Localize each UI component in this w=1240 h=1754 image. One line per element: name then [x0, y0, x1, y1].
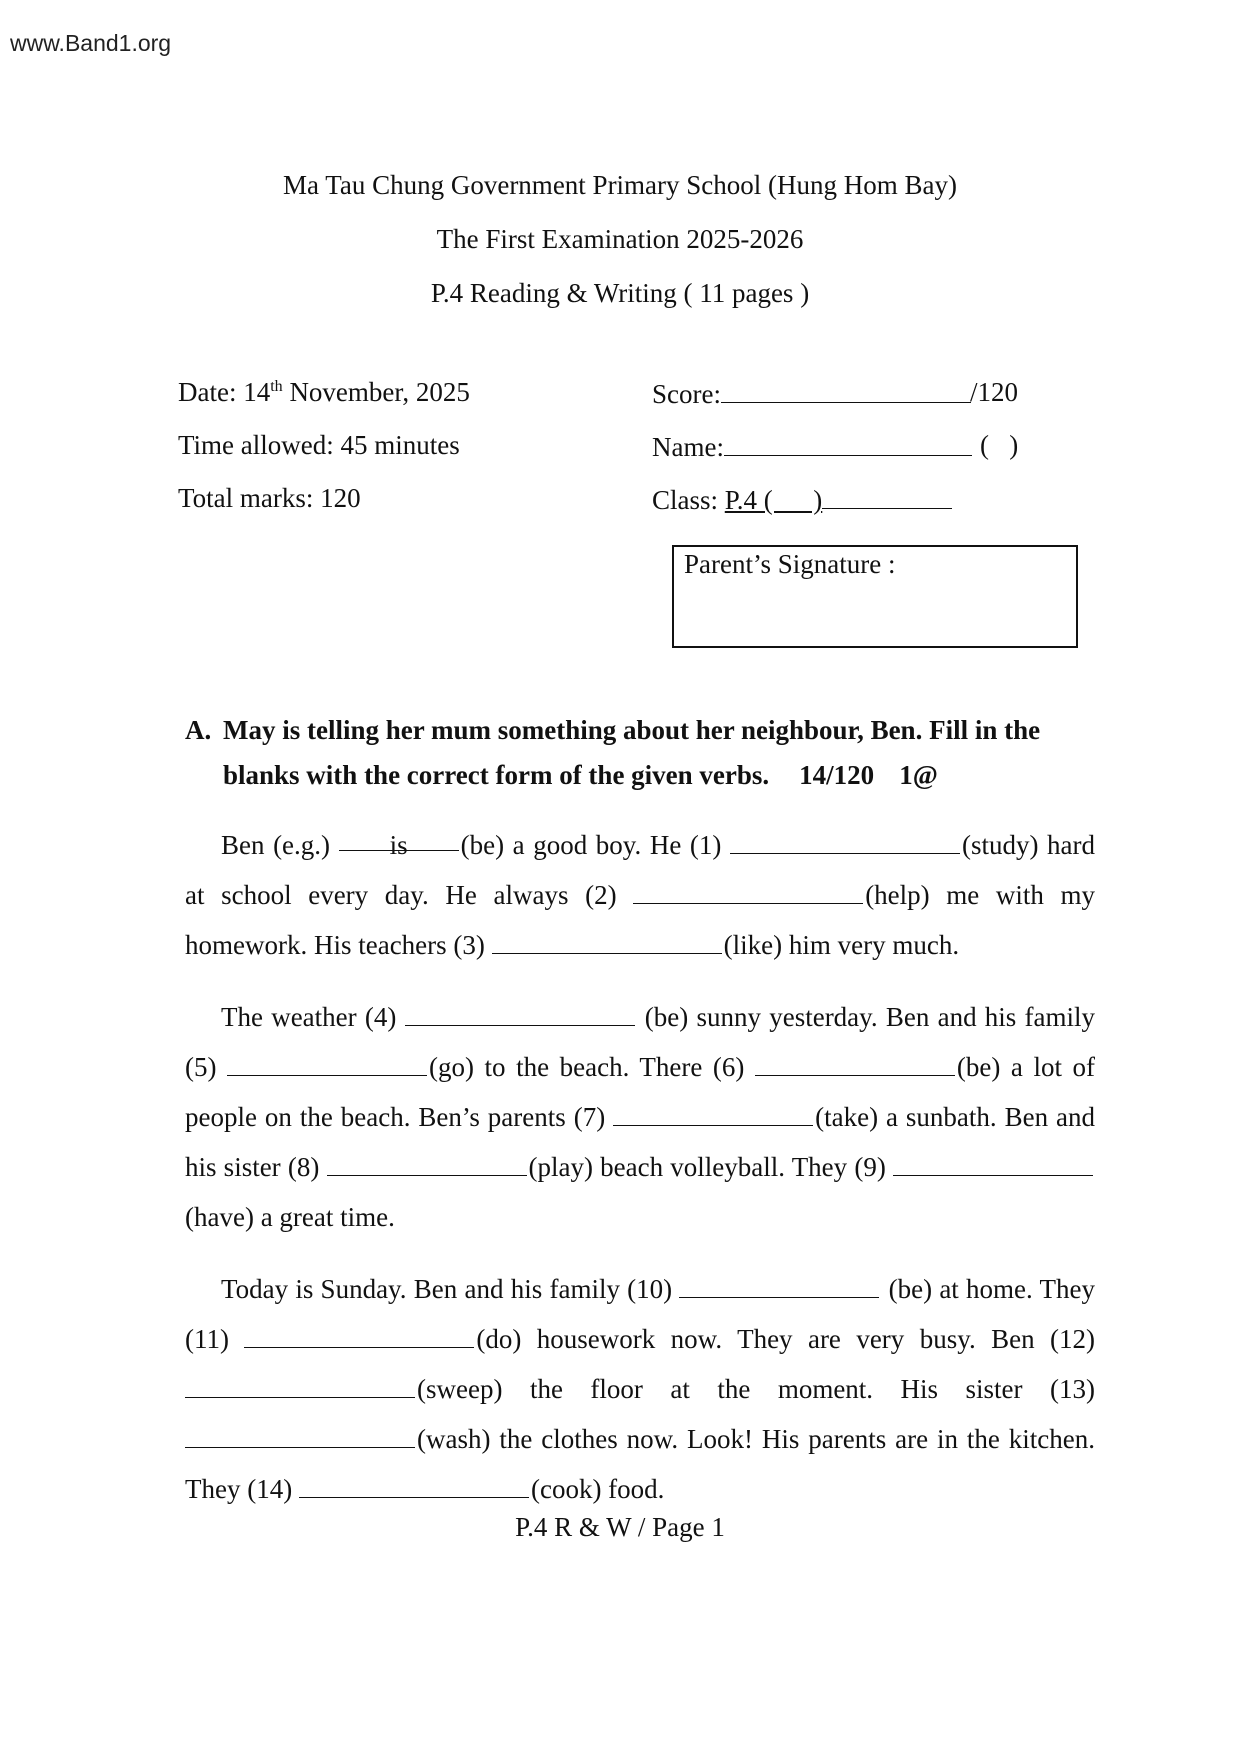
blank-5[interactable] — [227, 1045, 427, 1076]
time-allowed: Time allowed: 45 minutes — [178, 430, 460, 460]
score-max: /120 — [970, 377, 1019, 407]
class-field[interactable]: P.4 ( ) — [724, 485, 823, 515]
marks-per-blank: 1@ — [899, 760, 938, 790]
name-label: Name: — [652, 432, 724, 462]
score-field[interactable] — [721, 372, 971, 403]
section-a — [185, 708, 1095, 1514]
paragraph-1: Ben (e.g.) is (be) a good boy. He (1) (study) hard at school every day. He always (2) (help) me with my homework. His teachers (3) (like) him very much. — [185, 820, 1095, 970]
parent-signature-box[interactable] — [672, 545, 1078, 648]
watermark: www.Band1.org — [10, 30, 172, 56]
total-marks: Total marks: 120 — [178, 483, 361, 513]
blank-9[interactable] — [893, 1145, 1093, 1176]
class-underline — [822, 478, 952, 509]
paragraph-3: Today is Sunday. Ben and his family (10) (be) at home. They (11) (do) housework now. They are very busy. Ben (12) (sweep) the floor at the moment. His sister (13) (wash) the clothes now. Look! His parents are in the kitchen. They (14) (cook) food. — [185, 1264, 1095, 1514]
section-a-instructions: A. May is telling her mum something about her neighbour, Ben. Fill in the blanks with the correct form of the given verbs. 14/120 1@ — [185, 715, 1041, 790]
blank-13[interactable] — [185, 1417, 415, 1448]
blank-1[interactable] — [730, 823, 960, 854]
score-label: Score: — [652, 379, 721, 409]
class-label: Class: — [652, 485, 725, 515]
section-marks: 14/120 — [799, 760, 875, 790]
example-answer: is — [339, 820, 459, 851]
exam-header — [0, 165, 1240, 327]
blank-6[interactable] — [755, 1045, 955, 1076]
name-row — [652, 425, 1052, 478]
signature-label: Parent’s Signature : — [684, 549, 896, 579]
paragraph-2: The weather (4) (be) sunny yesterday. Ben and his family (5) (go) to the beach. There (6) (be) a lot of people on the beach. Ben’s parents (7) (take) a sunbath. Ben and his sister (8) (play) beach volleyball. They (9) (have) a great time. — [185, 992, 1095, 1242]
blank-12[interactable] — [185, 1367, 415, 1398]
school-name: Ma Tau Chung Government Primary School (Hung Hom Bay) — [282, 170, 958, 200]
name-field[interactable] — [724, 425, 972, 456]
blank-11[interactable] — [244, 1317, 474, 1348]
exam-info — [178, 372, 470, 531]
blank-4[interactable] — [405, 995, 635, 1026]
blank-3[interactable] — [492, 923, 722, 954]
exam-date: Date: 14th November, 2025 — [178, 377, 470, 407]
blank-2[interactable] — [633, 873, 863, 904]
score-row — [652, 372, 1052, 425]
blank-14[interactable] — [299, 1467, 529, 1498]
blank-10[interactable] — [679, 1267, 879, 1298]
student-info — [652, 372, 1052, 531]
page-footer: P.4 R & W / Page 1 — [515, 1512, 725, 1542]
paper-title: P.4 Reading & Writing ( 11 pages ) — [430, 278, 810, 308]
blank-8[interactable] — [327, 1145, 527, 1176]
class-row — [652, 478, 1052, 531]
blank-7[interactable] — [613, 1095, 813, 1126]
exam-title: The First Examination 2025-2026 — [436, 224, 804, 254]
class-number-field[interactable]: ( ) — [980, 430, 1019, 460]
